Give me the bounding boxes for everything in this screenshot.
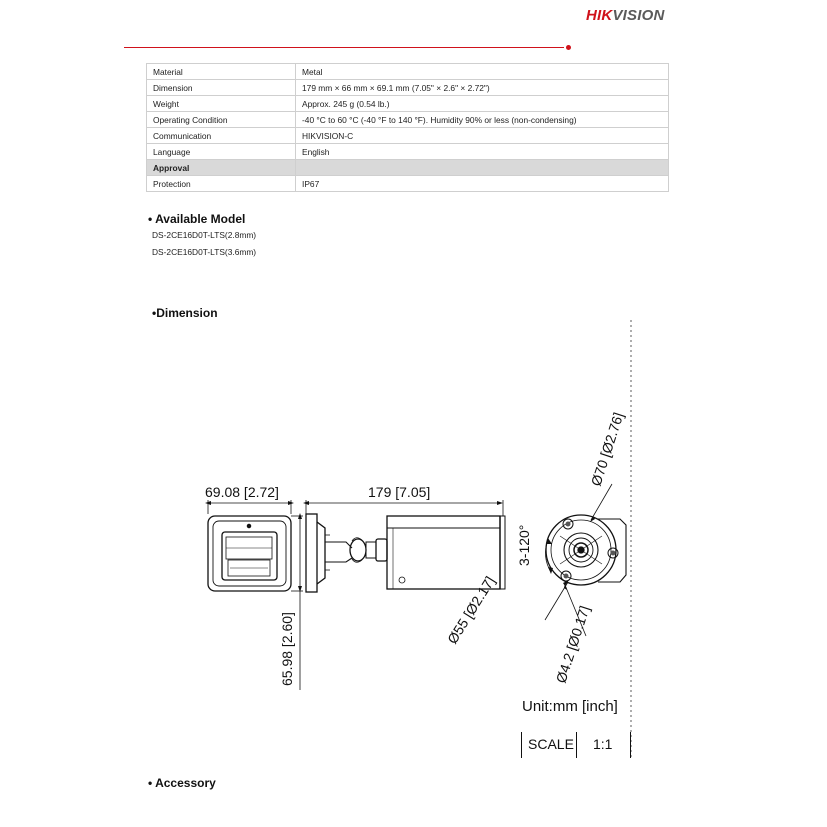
model-item: DS-2CE16D0T-LTS(3.6mm) bbox=[152, 247, 257, 257]
screw-angle-label: 3-120° bbox=[516, 524, 532, 566]
scale-box bbox=[519, 732, 631, 758]
mount-inner-diameter-label: Ø55 [Ø2.17] bbox=[443, 573, 498, 647]
section-title: Approval bbox=[147, 160, 296, 176]
dimension-heading: •Dimension bbox=[152, 306, 218, 320]
spec-key: Communication bbox=[147, 128, 296, 144]
spec-value: HIKVISION-C bbox=[296, 128, 669, 144]
spec-value: -40 °C to 60 °C (-40 °F to 140 °F). Humidity 90% or less (non-condensing) bbox=[296, 112, 669, 128]
scale-divider bbox=[576, 732, 577, 758]
spec-value: Approx. 245 g (0.54 lb.) bbox=[296, 96, 669, 112]
scale-divider bbox=[630, 732, 631, 758]
spec-key: Protection bbox=[147, 176, 296, 192]
available-model-heading: • Available Model bbox=[148, 212, 246, 226]
length-dimension-label: 179 [7.05] bbox=[368, 484, 431, 500]
accessory-heading: • Accessory bbox=[148, 776, 216, 790]
spec-value: IP67 bbox=[296, 176, 669, 192]
spec-key: Material bbox=[147, 64, 296, 80]
spec-value: English bbox=[296, 144, 669, 160]
spec-key: Dimension bbox=[147, 80, 296, 96]
height-dimension-label: 65.98 [2.60] bbox=[279, 612, 295, 686]
spec-value: Metal bbox=[296, 64, 669, 80]
width-dimension-label: 69.08 [2.72] bbox=[205, 484, 279, 500]
spec-value: 179 mm × 66 mm × 69.1 mm (7.05" × 2.6" × 2.72") bbox=[296, 80, 669, 96]
logo-part-vision: VISION bbox=[612, 7, 665, 24]
spec-key: Language bbox=[147, 144, 296, 160]
scale-divider bbox=[521, 732, 522, 758]
screw-hole-diameter-label: Ø4.2 [Ø0.17] bbox=[552, 603, 593, 685]
mount-outer-diameter-label: Ø70 [Ø2.76] bbox=[587, 410, 627, 488]
spec-key: Operating Condition bbox=[147, 112, 296, 128]
scale-value: 1:1 bbox=[593, 736, 613, 752]
model-item: DS-2CE16D0T-LTS(2.8mm) bbox=[152, 230, 257, 240]
unit-label: Unit:mm [inch] bbox=[522, 698, 618, 715]
side-view bbox=[303, 500, 505, 592]
logo-part-hik: HIK bbox=[586, 7, 613, 24]
spec-key: Weight bbox=[147, 96, 296, 112]
scale-label: SCALE bbox=[528, 736, 574, 752]
